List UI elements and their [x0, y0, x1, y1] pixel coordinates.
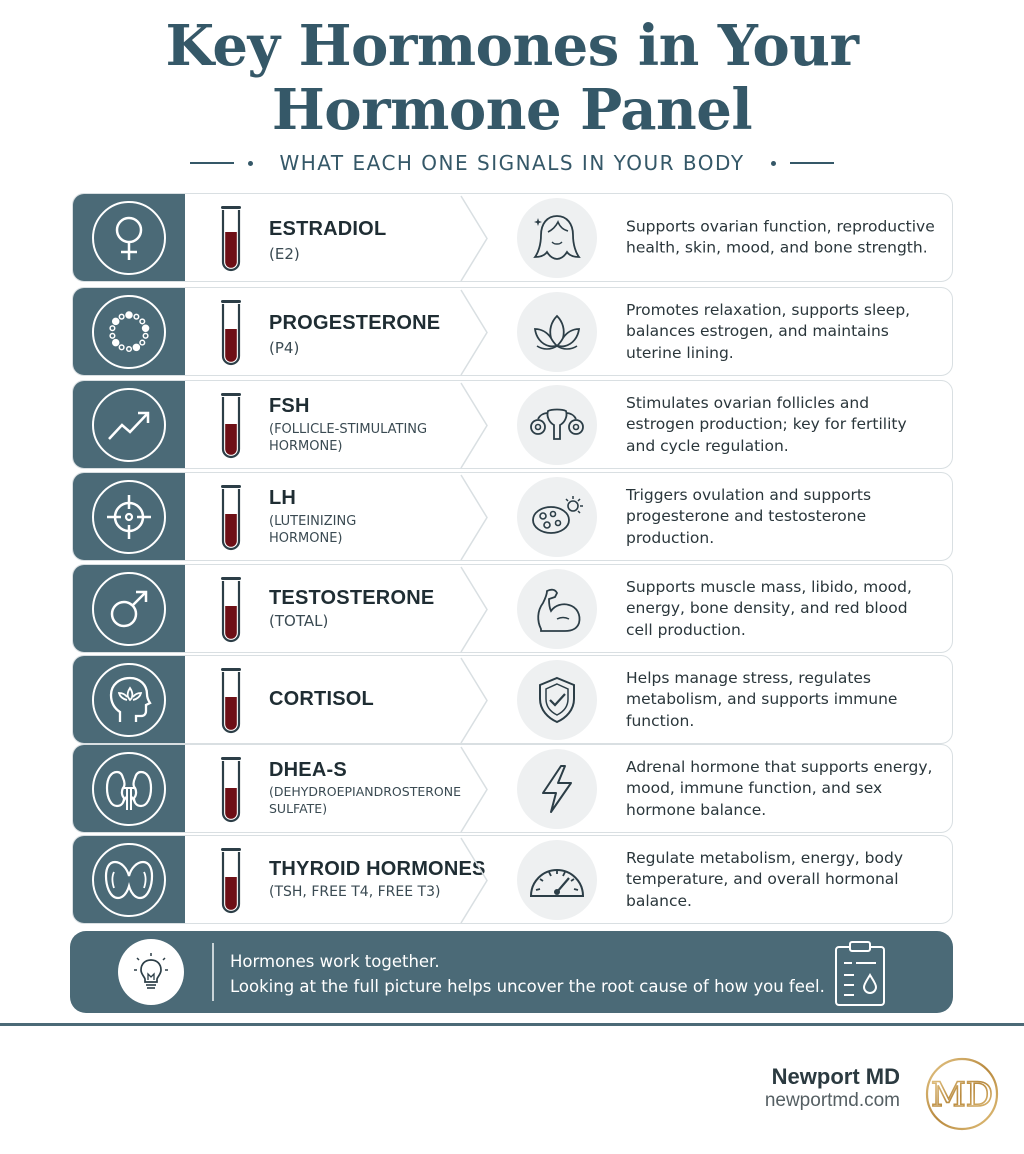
cycle-dot: [113, 339, 119, 345]
hormone-name: ESTRADIOL: [269, 218, 387, 240]
hormone-name: PROGESTERONE: [269, 312, 441, 334]
blood-tube-icon: [219, 668, 243, 734]
ovaries-icon: [517, 385, 597, 465]
banner-line-2: Looking at the full picture helps uncover the root cause of how you feel.: [230, 977, 825, 996]
footer-divider-line: [0, 1023, 1024, 1026]
hormone-row-lh: [72, 472, 953, 561]
cycle-dot: [126, 312, 132, 318]
lightbulb-icon: [118, 939, 184, 1005]
gauge-icon: [517, 840, 597, 920]
cycle-dot: [143, 325, 149, 331]
banner-divider: [212, 943, 214, 1001]
blood-tube-icon: [219, 393, 243, 459]
brand-name: Newport MD: [771, 1064, 900, 1089]
chevron-right-icon: [457, 836, 493, 924]
egg-cell-icon: [517, 477, 597, 557]
hormone-row-dhea-s: [72, 744, 953, 833]
logo-letters: MD: [930, 1075, 994, 1115]
lightning-icon: [517, 749, 597, 829]
subtitle-dot-left: [248, 161, 253, 166]
hormone-name: CORTISOL: [269, 688, 374, 710]
chevron-right-icon: [457, 194, 493, 282]
chevron-right-icon: [457, 381, 493, 469]
woman-face-icon: [517, 198, 597, 278]
venus-symbol-icon: [92, 201, 166, 275]
blood-tube-icon: [219, 206, 243, 272]
brand-url[interactable]: newportmd.com: [764, 1090, 900, 1111]
subtitle-row: [0, 148, 1024, 178]
hormone-sub: (P4): [269, 339, 300, 357]
hormone-row-testosterone: [72, 564, 953, 653]
cycle-dot: [140, 319, 145, 324]
subtitle-rule-left: [190, 162, 234, 164]
blood-tube-icon: [219, 757, 243, 823]
cycle-dot: [110, 325, 115, 330]
cycle-dots-icon: [92, 295, 166, 369]
shield-check-icon: [517, 660, 597, 740]
hormone-sub: (E2): [269, 245, 300, 263]
page-title: [0, 14, 1024, 142]
cycle-dot: [134, 314, 139, 319]
hormone-description: Supports muscle mass, libido, mood, energy, bone density, and red blood cell production.: [626, 577, 912, 639]
title-line-1: Key Hormones in Your: [165, 13, 859, 79]
target-icon: [92, 480, 166, 554]
hormone-name: DHEA-S: [269, 759, 347, 781]
clipboard-drop-icon: [832, 939, 888, 1007]
hormone-sub: (DEHYDROEPIANDROSTERONE SULFATE): [269, 784, 461, 816]
flexed-arm-icon: [517, 569, 597, 649]
hormone-description: Promotes relaxation, supports sleep, balances estrogen, and maintains uterine lining.: [626, 300, 911, 362]
page-subtitle: WHAT EACH ONE SIGNALS IN YOUR BODY: [279, 151, 745, 175]
hormone-name: TESTOSTERONE: [269, 587, 435, 609]
blood-tube-icon: [219, 848, 243, 914]
hormone-row-fsh: [72, 380, 953, 469]
hormone-name: LH: [269, 487, 297, 509]
thyroid-icon: [92, 843, 166, 917]
summary-banner: [70, 931, 953, 1013]
band-notch: [183, 194, 223, 282]
hormone-description: Regulate metabolism, energy, body temperature, and overall hormonal balance.: [626, 848, 903, 910]
hormone-description: Adrenal hormone that supports energy, mood, immune function, and sex hormone balance.: [626, 757, 933, 819]
hormone-sub: (FOLLICLE-STIMULATING HORMONE): [269, 422, 428, 454]
subtitle-rule-right: [790, 162, 834, 164]
hormone-sub: (TOTAL): [269, 612, 329, 630]
banner-line-1: Hormones work together.: [230, 952, 440, 971]
chevron-right-icon: [457, 745, 493, 833]
cycle-dot: [140, 340, 145, 345]
chevron-right-icon: [457, 288, 493, 376]
blood-tube-icon: [219, 300, 243, 366]
lotus-icon: [517, 292, 597, 372]
blood-tube-icon: [219, 485, 243, 551]
mars-symbol-icon: [92, 572, 166, 646]
title-line-2: Hormone Panel: [271, 77, 753, 143]
cycle-dot: [133, 344, 139, 350]
cycle-dot: [110, 333, 115, 338]
brand-logo: [924, 1056, 1000, 1132]
hormone-row-progesterone: [72, 287, 953, 376]
trend-up-icon: [92, 388, 166, 462]
chevron-right-icon: [457, 656, 493, 744]
hormone-row-estradiol: [72, 193, 953, 282]
hormone-description: Stimulates ovarian follicles and estrogen production; key for fertility and cycle regulation.: [626, 393, 907, 455]
subtitle-dot-right: [771, 161, 776, 166]
hormone-row-cortisol: [72, 655, 953, 744]
hormone-sub: (TSH, FREE T4, FREE T3): [269, 884, 441, 900]
hormone-name: THYROID HORMONES: [269, 858, 486, 880]
cycle-dot: [119, 314, 124, 319]
banner-text: [230, 949, 825, 999]
hormone-sub: (LUTEINIZING HORMONE): [269, 514, 357, 546]
blood-tube-icon: [219, 577, 243, 643]
chevron-right-icon: [457, 565, 493, 653]
hormone-description: Helps manage stress, regulates metabolism, and supports immune function.: [626, 668, 898, 730]
cycle-dot: [113, 318, 119, 324]
head-lotus-icon: [92, 663, 166, 737]
kidneys-icon: [92, 752, 166, 826]
hormone-description: Supports ovarian function, reproductive health, skin, mood, and bone strength.: [626, 217, 935, 257]
hormone-description: Triggers ovulation and supports progesterone and testosterone production.: [626, 485, 872, 547]
hormone-row-thyroid: [72, 835, 953, 924]
hormone-name: FSH: [269, 395, 310, 417]
cycle-dot: [127, 346, 132, 351]
cycle-dot: [143, 333, 148, 338]
cycle-dot: [119, 345, 124, 350]
chevron-right-icon: [457, 473, 493, 561]
